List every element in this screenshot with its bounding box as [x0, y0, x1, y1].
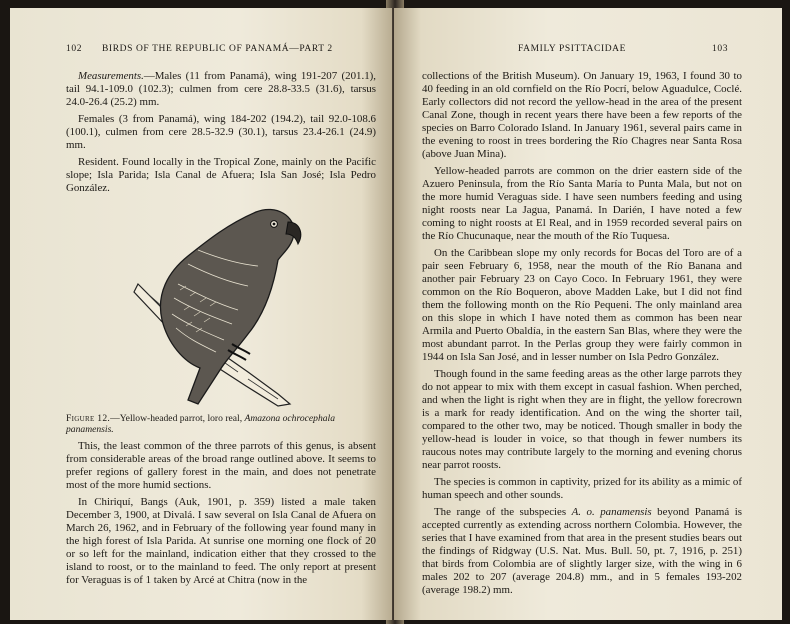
right-text [422, 70, 742, 601]
right-page [394, 8, 782, 620]
right-paragraph-5: The range of the subspecies A. o. panamensis beyond Panamá is accepted currently as extending across northern Colombia. However, the series that I have examined from that area in the present studies bears out the findings of Ridgway (U.S. Nat. Mus. Bull. 50, pt. 7, 1916, p. 251) that birds from Colombia are of slightly larger size, with the wing in 6 males 202 to 207 (average 204.8) mm., and in 5 females 193-202 (average 198.2) mm. [422, 506, 743, 596]
right-paragraph-0: collections of the British Museum). On January 19, 1963, I found 30 to 40 feeding in an old cornfield on the Río Pocrí, below Aguadulce, Coclé. Early collectors did not record the yellow-head in the area of the present Canal Zone, though in recent years there have been a few reports of the species on Barro Colorado Island. In January 1961, several pairs came in the evening to roost in trees bordering the Río Chagres near Santa Rosa (above Juan Mina). [422, 70, 742, 160]
left-paragraph-1: This, the least common of the three parrots of this genus, is absent from considerable areas of the broad range outlined above. It seems to prefer regions of gallery forest in the main, and does not penetrate most of the more humid sections. [66, 440, 376, 491]
figure-species: Amazona ochrocephala panamensis. [66, 413, 336, 435]
parrot-illustration [128, 194, 304, 408]
right-running-head: FAMILY PSITTACIDAE [518, 44, 627, 54]
right-paragraph-1: Yellow-headed parrots are common on the drier eastern side of the Azuero Peninsula, from the Río Santa María to Punta Mala, but not on the more humid Veraguas side. I have seen numbers feeding and using night roosts near La Jagua, Panamá. In Darién, I have noted a few coming to night roosts at El Real, and in 1959 recorded several pairs on the Río Chucunaque, near the mouth of the Río Tuquesa. [422, 165, 742, 242]
figure-caption: Figure 12.—Yellow-headed parrot, loro real, Amazona ochrocephala panamensis. [66, 413, 336, 435]
right-paragraph-2: On the Caribbean slope my only records for Bocas del Toro are of a pair seen February 6, 1958, near the mouth of the Río Banana and another pair February 23 on Cayo Coco. In February 1961, they were common on the Río Boqueron, above Madden Lake, but I did not find them the following month on the Río Pequeni. The only mainland area on this slope in which I have noted them as common has been near Armila and Puerto Obaldía, in the eastern San Blas, where they were the most abundant parrot. In the Perlas group they were fairly common in 1944 on Isla San José, and in lesser number on Isla Pedro González. [422, 247, 742, 363]
left-running-head: BIRDS OF THE REPUBLIC OF PANAMÁ—PART 2 [102, 44, 333, 54]
figure-label: Figure 12. [66, 413, 111, 424]
left-page-number: 102 [66, 44, 83, 54]
left-paragraph-2: In Chiriquí, Bangs (Auk, 1901, p. 359) listed a male taken December 3, 1900, at Divalá. I saw several on Isla Canal de Afuera on March 26, 1962, and in February of the following year found many in the high forest of Isla Parida. At sunrise one morning one flock of 20 or so left for the mainland, indication either that they crossed to the island to roost, or to the mainland to feed. The only report at present for Veraguas is of 1 taken by Arcé at Chitra (now in the [66, 496, 376, 586]
left-top-text [66, 70, 376, 199]
left-page [10, 8, 392, 620]
left-bottom-text [66, 440, 376, 591]
right-paragraph-4: The species is common in captivity, prized for its ability as a mimic of human speech and other sounds. [422, 476, 742, 501]
resident-paragraph: Resident. Found locally in the Tropical Zone, mainly on the Pacific slope; Isla Parida; Isla Canal de Afuera; Isla San José; Isla Pedro González. [66, 156, 376, 194]
right-paragraph-3: Though found in the same feeding areas as the other large parrots they do not appear to mix with them except in casual fashion. When perched, and when the light is right when they are in flight, the yellow forecrown is a mark for ready identification. And on the wing the shorter tail, compared to the other two, may be noticed. Though smaller in body the yellow-head is louder in voice, so that though in fewer numbers its raucous notes may contribute largely to the morning and evening chorus near parrot roosts. [422, 368, 742, 471]
measurements-males: Measurements.—Males (11 from Panamá), wing 191-207 (201.1), tail 94.1-109.0 (102.3); culmen from cere 28.8-33.5 (31.6), tarsus 24.0-26.4 (25.2) mm. [66, 70, 376, 108]
subspecies-name: A. o. panamensis [571, 506, 652, 518]
measurements-females: Females (3 from Panamá), wing 184-202 (194.2), tail 92.0-108.6 (100.1), culmen from cere 28.5-32.9 (30.1), tarsus 23.4-26.1 (24.9) mm. [66, 113, 376, 151]
right-page-number: 103 [712, 44, 729, 54]
measurements-label: Measurements. [78, 70, 144, 82]
